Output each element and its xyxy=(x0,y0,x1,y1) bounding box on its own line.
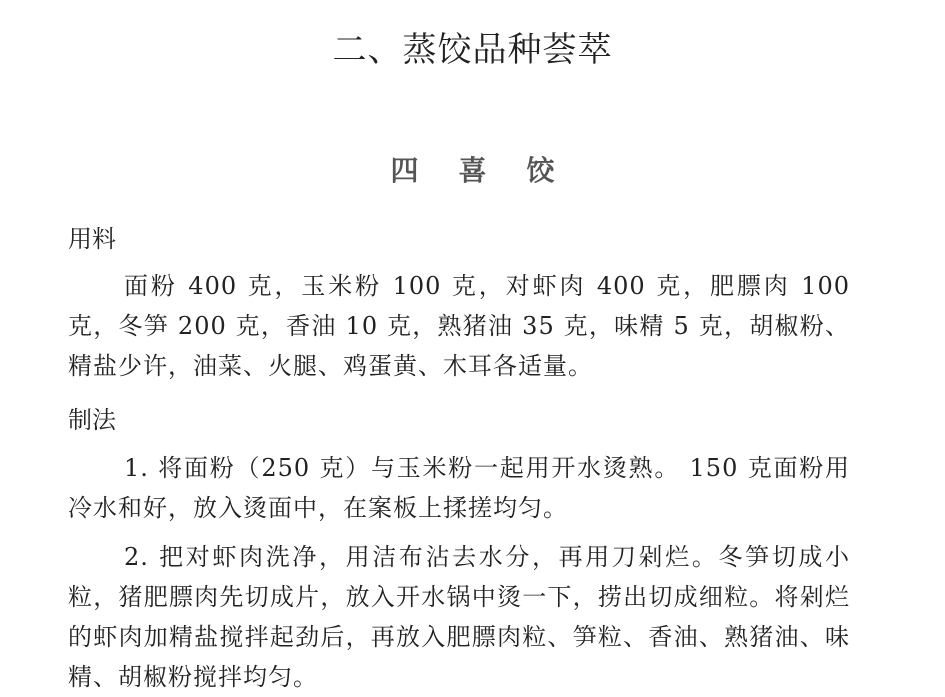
method-step-1: 1. 将面粉（250 克）与玉米粉一起用开水烫熟。 150 克面粉用冷水和好，放入烫面中，在案板上揉搓均匀。 xyxy=(68,454,850,522)
method-step-2: 2. 把对虾肉洗净，用洁布沾去水分，再用刀剁烂。冬笋切成小粒，猪肥膘肉先切成片，放入开水锅中烫一下，捞出切成细粒。将剁烂的虾肉加精盐搅拌起劲后，再放入肥膘肉粒、笋粒、香油、熟猪油、味精、胡椒粉搅拌均匀。 xyxy=(68,543,850,691)
recipe-title: 四喜饺 xyxy=(390,154,595,187)
ingredients-paragraph: 面粉 400 克，玉米粉 100 克，对虾肉 400 克，肥膘肉 100 克，冬笋 200 克，香油 10 克，熟猪油 35 克，味精 5 克，胡椒粉、精盐少许，油菜、火腿、鸡蛋黄、木耳各适量。 xyxy=(68,272,850,380)
chapter-title: 二、蒸饺品种荟萃 xyxy=(332,30,613,70)
method-heading: 制法 xyxy=(68,406,116,434)
ingredients-heading: 用料 xyxy=(68,225,116,253)
